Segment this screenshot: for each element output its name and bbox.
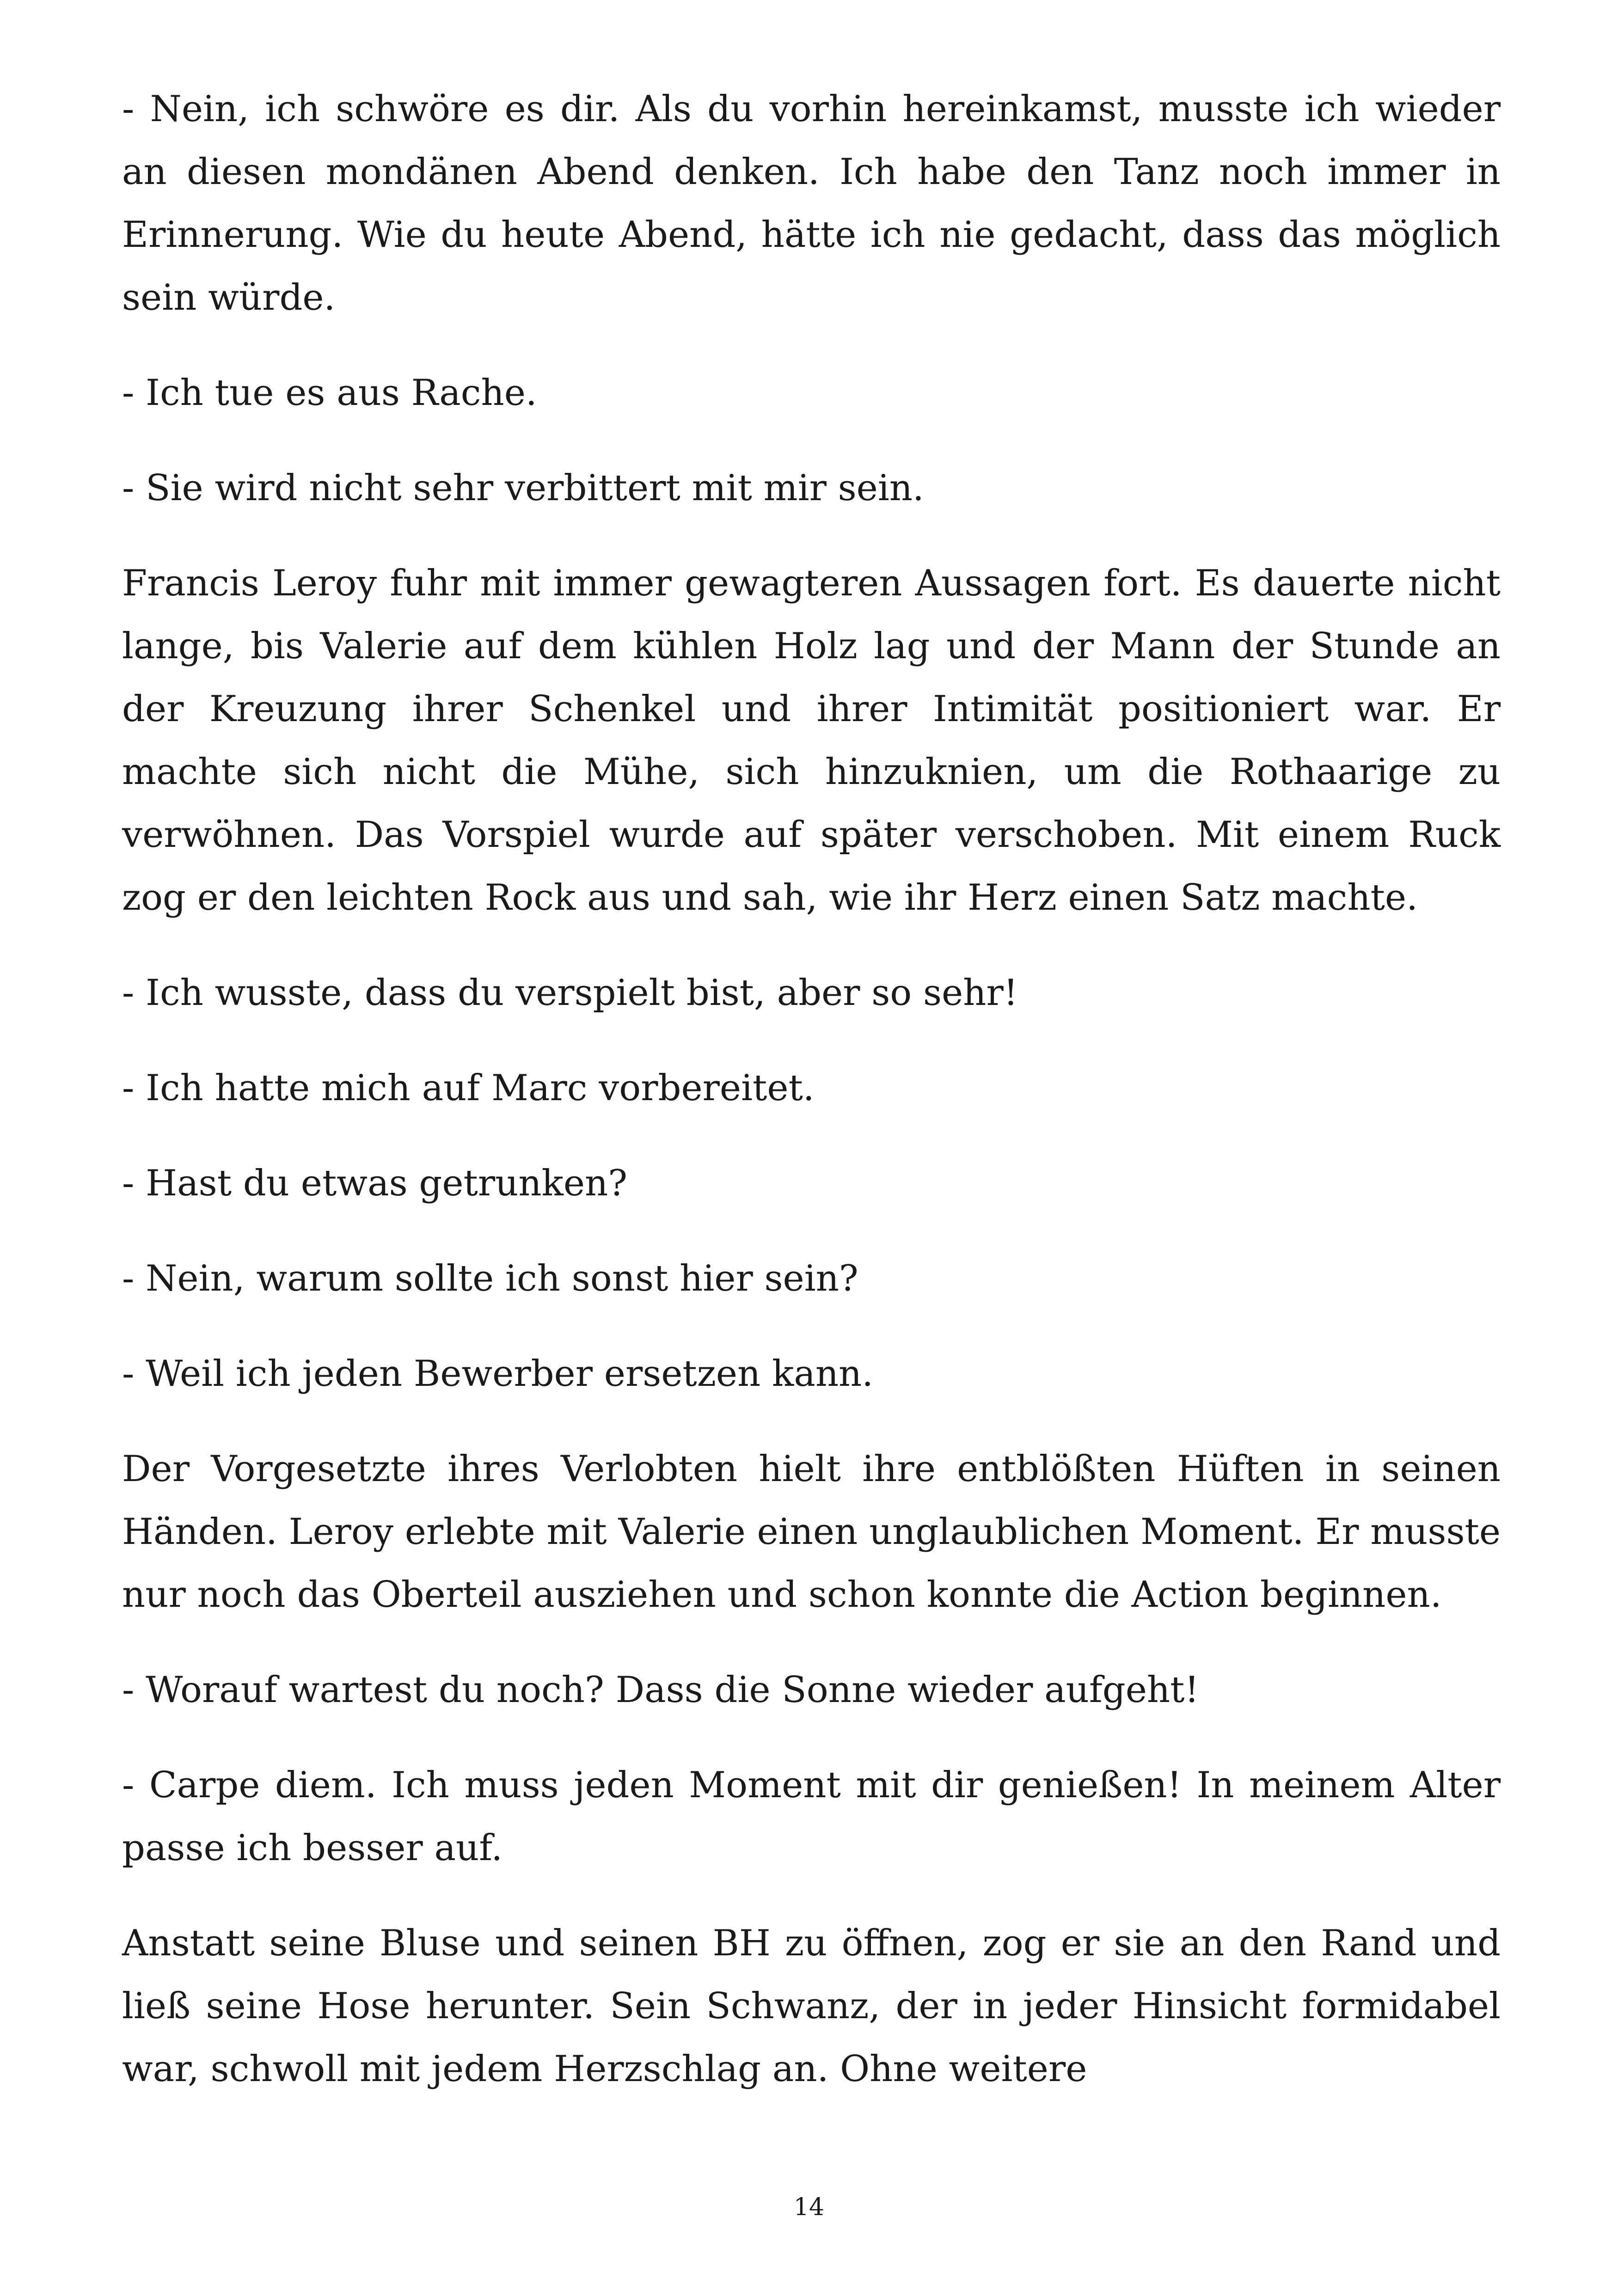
paragraph: Der Vorgesetzte ihres Verlobten hielt ihre entblößten Hüften in seinen Händen. Leroy erlebte mit Valerie einen unglaublichen Moment. Er musste nur noch das Oberteil ausziehen und schon konnte die Action beginnen. <box>122 1448 1501 1616</box>
paragraph: - Ich wusste, dass du verspielt bist, aber so sehr! <box>122 972 1018 1014</box>
paragraph: - Nein, ich schwöre es dir. Als du vorhin hereinkamst, musste ich wieder an diesen mondänen Abend denken. Ich habe den Tanz noch immer in Erinnerung. Wie du heute Abend, hätte ich nie gedacht, dass das möglich sein würde. <box>122 88 1501 318</box>
paragraph: - Nein, warum sollte ich sonst hier sein? <box>122 1258 858 1299</box>
paragraph: - Weil ich jeden Bewerber ersetzen kann. <box>122 1353 874 1395</box>
paragraph: - Sie wird nicht sehr verbittert mit mir sein. <box>122 467 924 509</box>
paragraph: - Worauf wartest du noch? Dass die Sonne wieder aufgeht! <box>122 1669 1199 1711</box>
paragraph: - Hast du etwas getrunken? <box>122 1163 628 1204</box>
paragraph: - Carpe diem. Ich muss jeden Moment mit dir genießen! In meinem Alter passe ich besser auf. <box>122 1764 1501 1869</box>
paragraph: Francis Leroy fuhr mit immer gewagteren Aussagen fort. Es dauerte nicht lange, bis Valerie auf dem kühlen Holz lag und der Mann der Stunde an der Kreuzung ihrer Schenkel und ihrer Intimität positioniert war. Er machte sich nicht die Mühe, sich hinzuknien, um die Rothaarige zu verwöhnen. Das Vorspiel wurde auf später verschoben. Mit einem Ruck zog er den leichten Rock aus und sah, wie ihr Herz einen Satz machte. <box>122 563 1501 918</box>
paragraph: - Ich tue es aus Rache. <box>122 372 537 414</box>
page-number: 14 <box>793 2193 825 2221</box>
paragraph: Anstatt seine Bluse und seinen BH zu öffnen, zog er sie an den Rand und ließ seine Hose herunter. Sein Schwanz, der in jeder Hinsicht formidabel war, schwoll mit jedem Herzschlag an. Ohne weitere <box>122 1923 1501 2090</box>
page-body <box>122 78 1501 2133</box>
paragraph: - Ich hatte mich auf Marc vorbereitet. <box>122 1067 815 1109</box>
